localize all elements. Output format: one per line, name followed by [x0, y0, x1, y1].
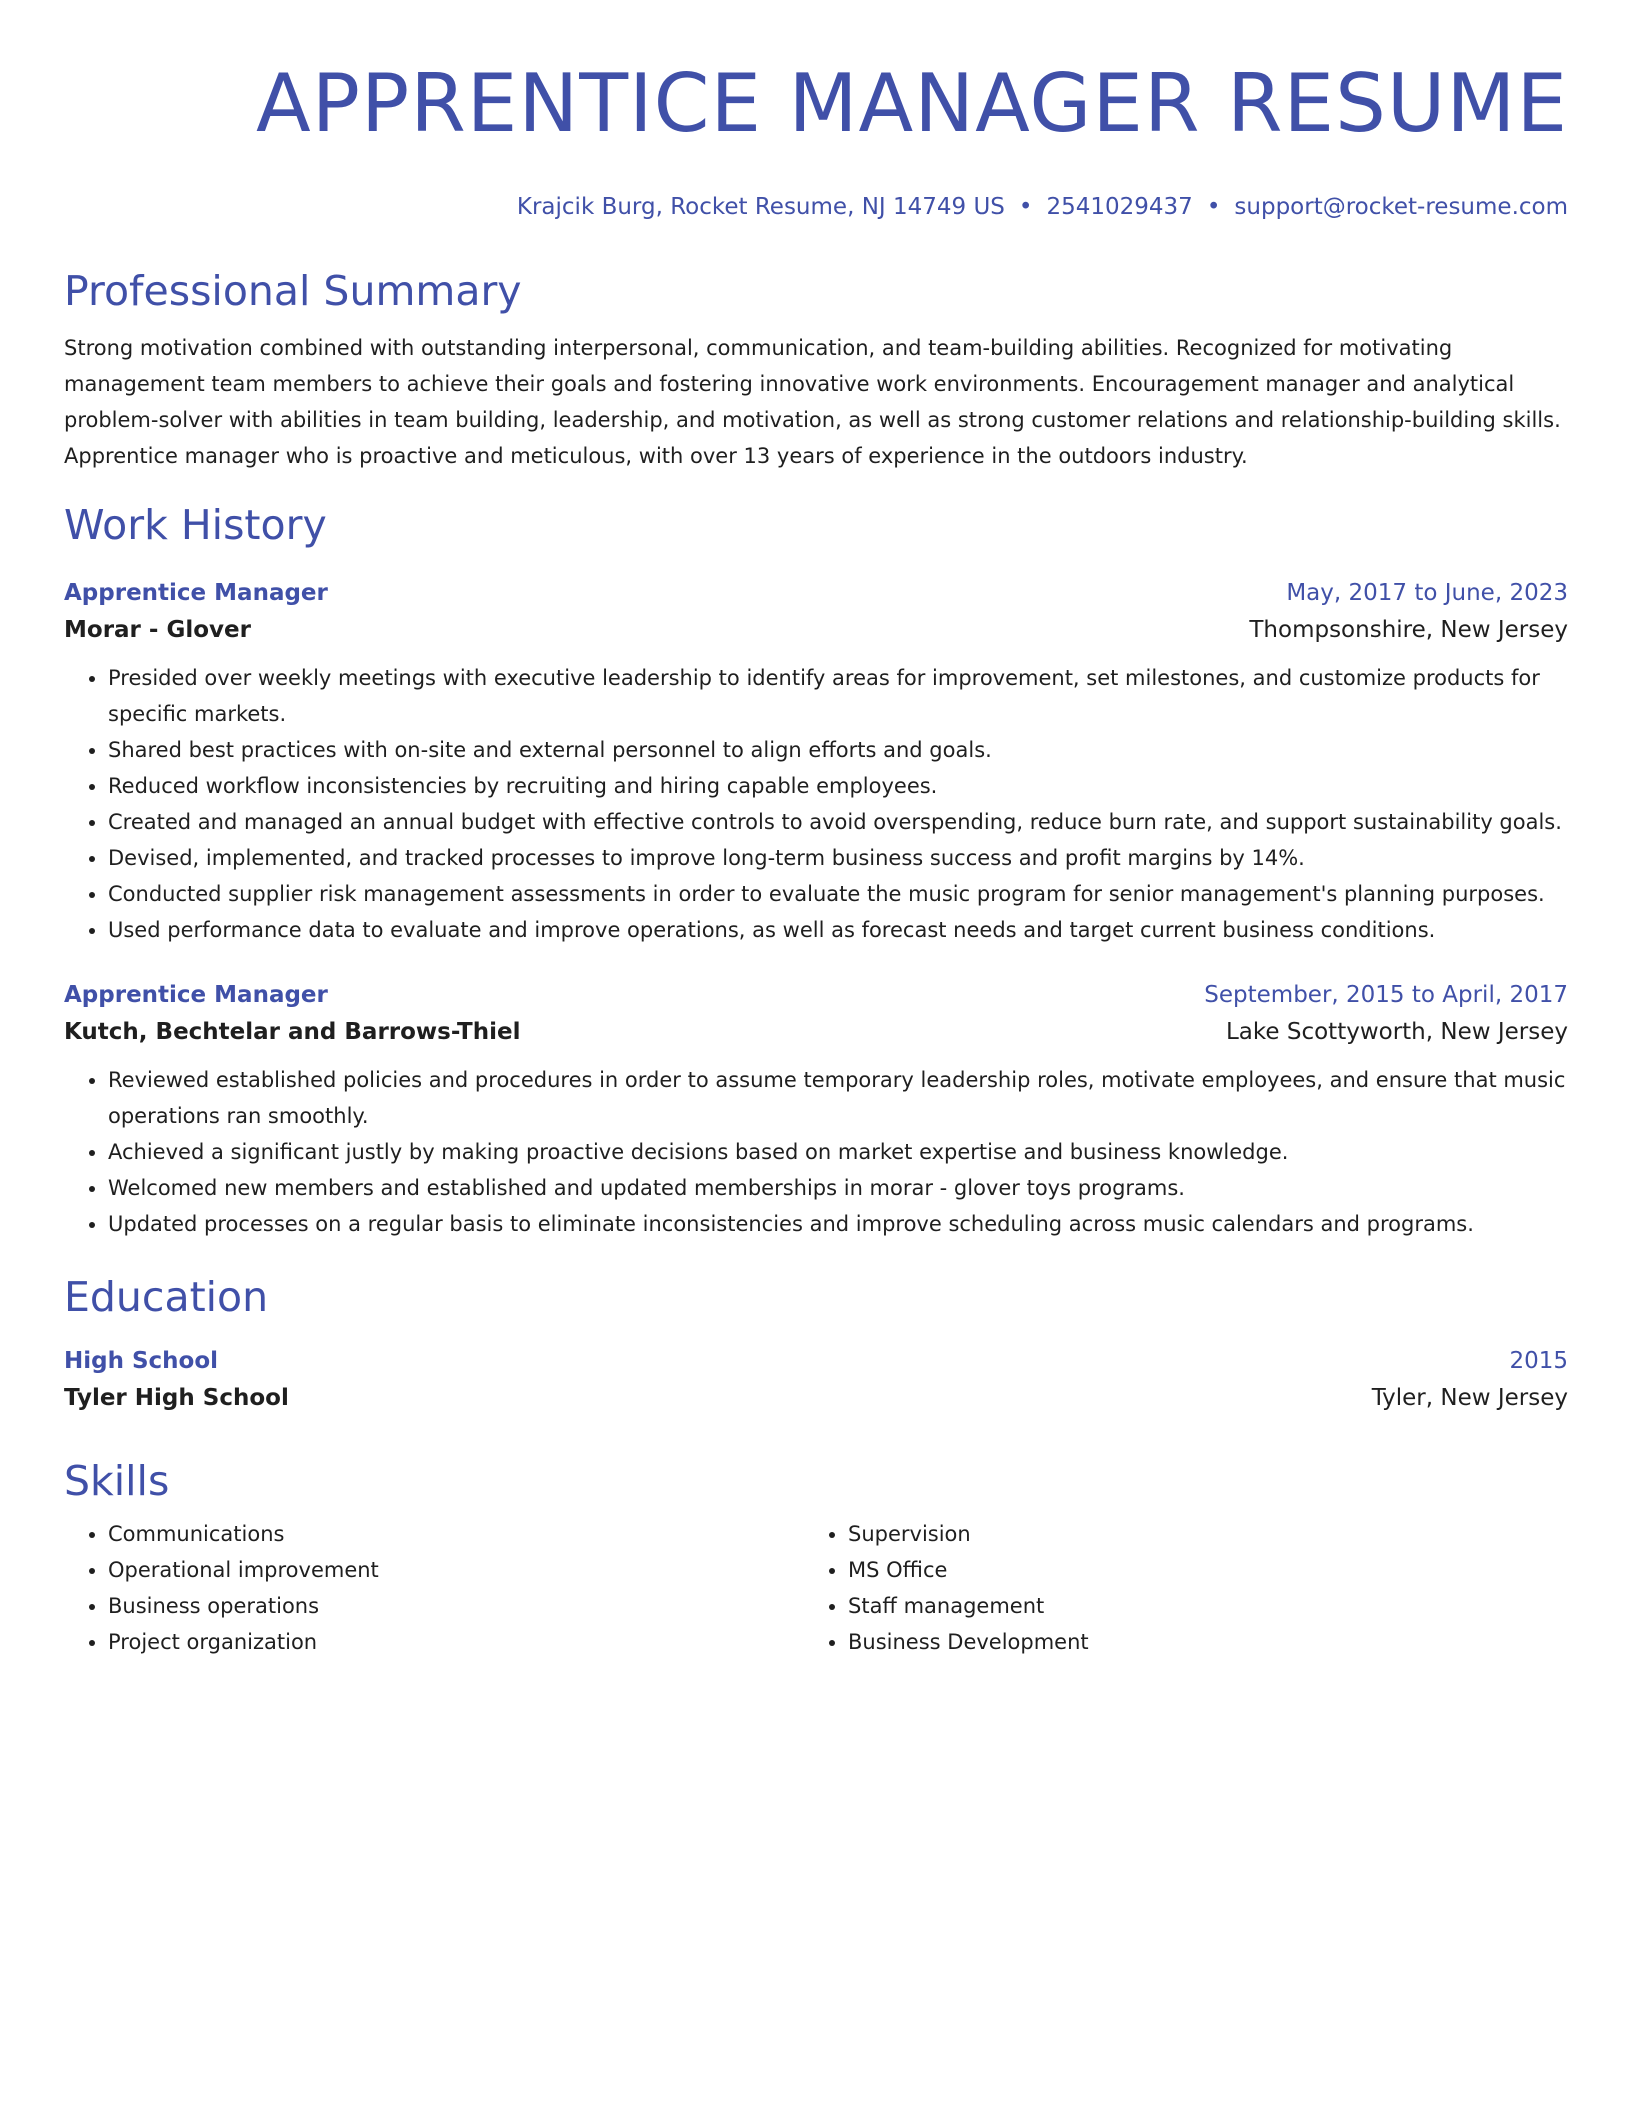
job-location: Thompsonshire, New Jersey: [1249, 617, 1568, 643]
job-bullet: • Reviewed established policies and procedures in order to assume temporary leadership roles, motivate employees, and ensure that music operations ran smoothly.: [108, 1062, 1568, 1134]
job-bullets: [64, 660, 1568, 948]
contact-separator: •: [1206, 194, 1221, 220]
job-company: Kutch, Bechtelar and Barrows-Thiel: [64, 1019, 521, 1045]
job-role: Apprentice Manager: [64, 580, 328, 606]
skill-item: • Operational improvement: [108, 1552, 804, 1588]
job-bullet: • Conducted supplier risk management assessments in order to evaluate the music program for senior management's planning purposes.: [108, 876, 1568, 912]
education-heading: Education: [64, 1273, 269, 1321]
education-location: Tyler, New Jersey: [1371, 1385, 1568, 1411]
skills-column-left: [64, 1516, 804, 1660]
education-year: 2015: [1509, 1348, 1568, 1374]
skill-item: • Staff management: [848, 1588, 1544, 1624]
job-bullet: • Updated processes on a regular basis to eliminate inconsistencies and improve scheduling across music calendars and programs.: [108, 1206, 1568, 1242]
skills-heading: Skills: [64, 1457, 170, 1505]
summary-text: Strong motivation combined with outstanding interpersonal, communication, and team-building abilities. Recognized for motivating management team members to achieve their goals and fostering innovative work environments. Encouragement manager and analytical problem-solver with abilities in team building, leadership, and motivation, as well as strong customer relations and relationship-building skills. Apprentice manager who is proactive and meticulous, with over 13 years of experience in the outdoors industry.: [64, 336, 1561, 468]
job-bullet: • Created and managed an annual budget with effective controls to avoid overspending, reduce burn rate, and support sustainability goals.: [108, 804, 1568, 840]
job-bullet: • Welcomed new members and established and updated memberships in morar - glover toys programs.: [108, 1170, 1568, 1206]
job-bullet: • Shared best practices with on-site and external personnel to align efforts and goals.: [108, 732, 1568, 768]
contact-phone: 2541029437: [1046, 194, 1193, 220]
job-bullet: • Reduced workflow inconsistencies by recruiting and hiring capable employees.: [108, 768, 1568, 804]
resume-title: APPRENTICE MANAGER RESUME: [256, 57, 1568, 150]
job-bullet: • Achieved a significant justly by making proactive decisions based on market expertise and business knowledge.: [108, 1134, 1568, 1170]
contact-separator: •: [1018, 194, 1033, 220]
skill-item: • Supervision: [848, 1516, 1544, 1552]
job-entry: [64, 576, 1568, 948]
skills-column-right: [804, 1516, 1544, 1660]
skill-item: • MS Office: [848, 1552, 1544, 1588]
job-bullet: • Presided over weekly meetings with executive leadership to identify areas for improvement, set milestones, and customize products for specific markets.: [108, 660, 1568, 732]
resume-page: [64, 0, 1568, 1660]
education-school: Tyler High School: [64, 1385, 289, 1411]
skill-item: • Business operations: [108, 1588, 804, 1624]
skill-item: • Business Development: [848, 1624, 1544, 1660]
contact-email: support@rocket-resume.com: [1234, 194, 1568, 220]
job-company: Morar - Glover: [64, 617, 251, 643]
contact-line: [64, 192, 1568, 222]
education-entry: [64, 1344, 1568, 1418]
education-degree: High School: [64, 1348, 219, 1374]
job-role: Apprentice Manager: [64, 982, 328, 1008]
job-location: Lake Scottyworth, New Jersey: [1225, 1019, 1568, 1045]
job-dates: September, 2015 to April, 2017: [1204, 982, 1568, 1008]
skill-item: • Project organization: [108, 1624, 804, 1660]
skills-list: [64, 1516, 1568, 1660]
job-bullets: [64, 1062, 1568, 1242]
work-history-heading: Work History: [64, 501, 327, 549]
job-entry: [64, 978, 1568, 1242]
job-bullet: • Devised, implemented, and tracked processes to improve long-term business success and profit margins by 14%.: [108, 840, 1568, 876]
job-bullet: • Used performance data to evaluate and improve operations, as well as forecast needs and target current business conditions.: [108, 912, 1568, 948]
contact-address: Krajcik Burg, Rocket Resume, NJ 14749 US: [516, 194, 1005, 220]
summary-heading: Professional Summary: [64, 267, 522, 315]
job-dates: May, 2017 to June, 2023: [1286, 580, 1568, 606]
skill-item: • Communications: [108, 1516, 804, 1552]
